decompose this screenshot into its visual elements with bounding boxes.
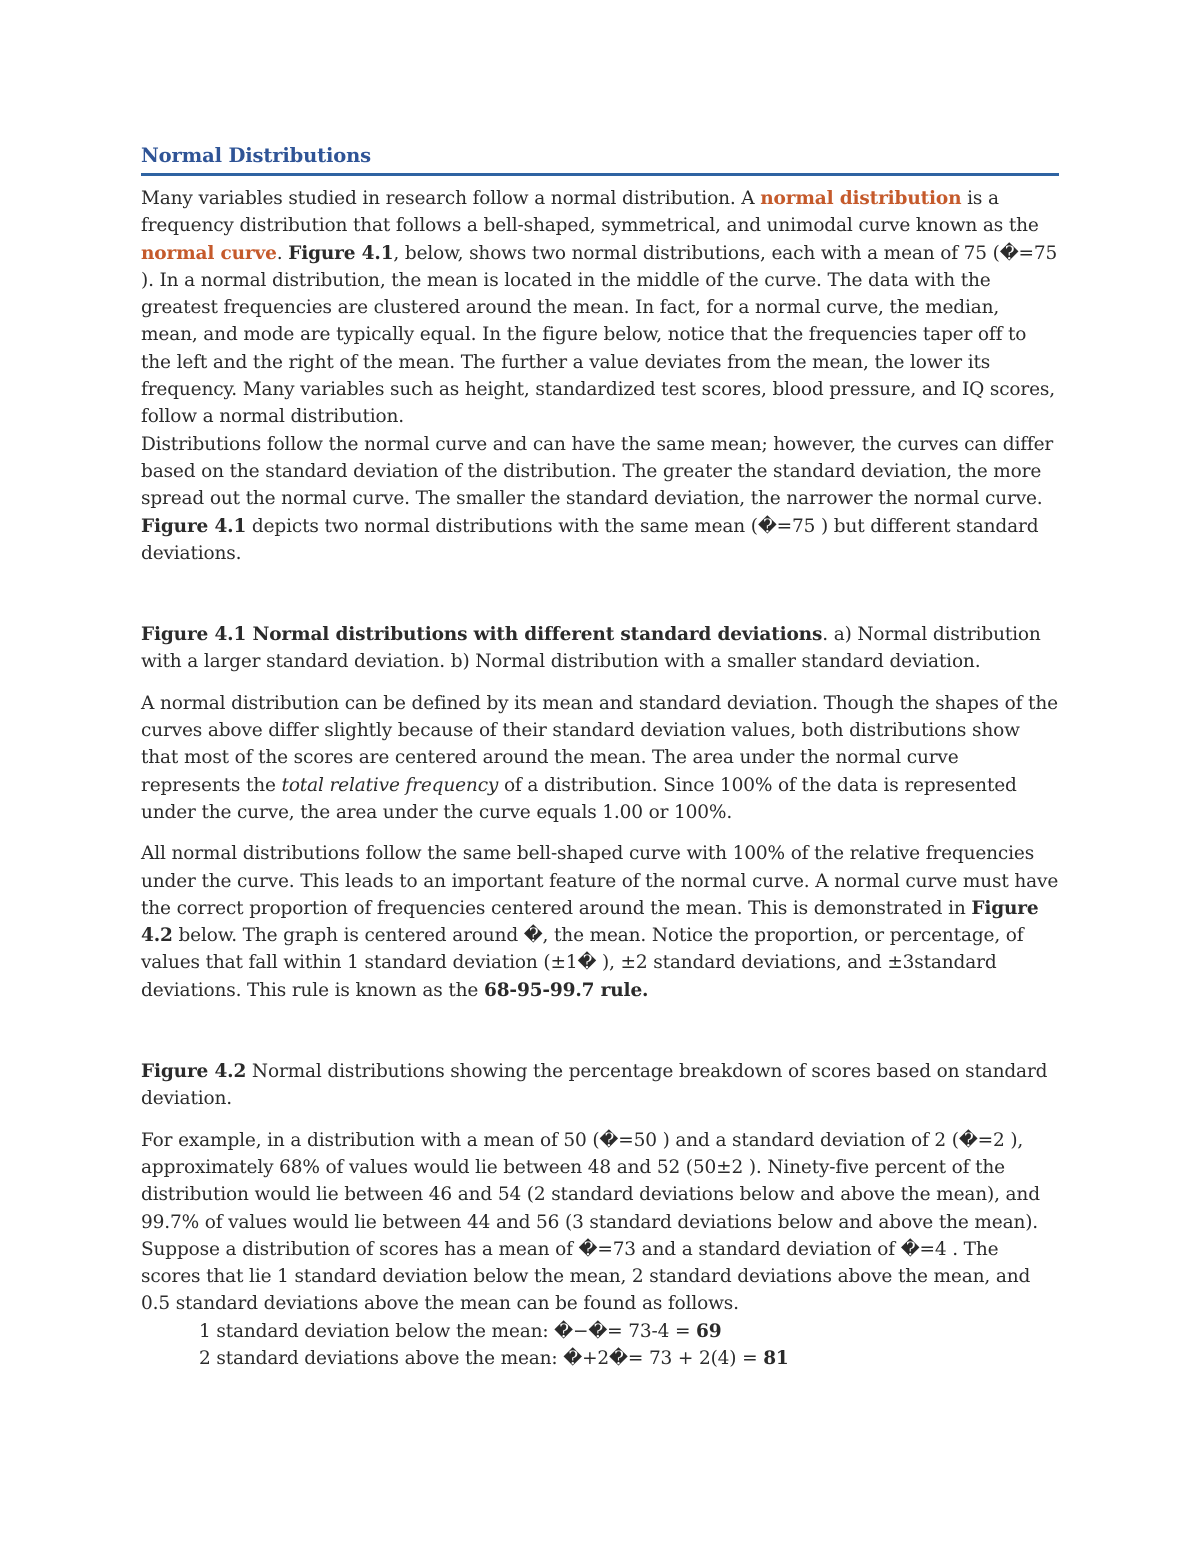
key-term-normal-curve: normal curve <box>141 242 277 264</box>
figure-4-2-caption <box>141 1058 1059 1113</box>
caption-title: Figure 4.1 Normal distributions with different standard deviations <box>141 624 823 646</box>
text-run: , below, shows two normal distributions, each with a mean of 75 (�=75 ). In a normal distribution, the mean is located in the middle of the curve. The data with the greatest frequencies are clustered around the mean. In fact, for a normal curve, the median, mean, and mode are typically equal. In the figure below, notice that the frequencies taper off to the left and the right of the mean. The further a value deviates from the mean, the lower its frequency. Many variables such as height, standardized test scores, blood pressure, and IQ scores, follow a normal distribution. <box>141 242 1058 428</box>
figure-placeholder-space <box>141 1004 1059 1058</box>
text-run: . <box>276 242 289 264</box>
equation-two-sd-above <box>141 1345 1059 1372</box>
text-run: is a frequency distribution that follows a bell-shaped, symmetrical, and unimodal curve known as the <box>141 188 1039 237</box>
document-page <box>141 142 1059 1372</box>
equation-text: 1 standard deviation below the mean: �−�= 73-4 = <box>199 1320 697 1342</box>
figure-reference: Figure 4.1 <box>288 242 394 264</box>
rule-name: 68-95-99.7 rule. <box>483 979 649 1001</box>
text-run: All normal distributions follow the same bell-shaped curve with 100% of the relative frequencies under the curve. This leads to an important feature of the normal curve. A normal curve must have the correct proportion of frequencies centered around the mean. This is demonstrated in <box>141 843 1059 919</box>
text-run: of a distribution. Since 100% of the data is represented under the curve, the area under the curve equals 1.00 or 100%. <box>141 774 1017 823</box>
figure-4-1-caption <box>141 621 1059 676</box>
caption-text: Normal distributions showing the percentage breakdown of scores based on standard deviation. <box>141 1061 1048 1110</box>
caption-title: Figure 4.2 <box>141 1061 247 1083</box>
paragraph-mean-and-sd <box>141 690 1059 826</box>
italic-term: total relative frequency <box>281 774 499 796</box>
figure-placeholder-space <box>141 567 1059 621</box>
paragraph-standard-deviation <box>141 431 1059 567</box>
spacer <box>141 1113 1059 1127</box>
section-heading: Normal Distributions <box>141 142 1059 176</box>
figure-reference: Figure 4.1 <box>141 515 247 537</box>
text-run: below. The graph is centered around �, the mean. Notice the proportion, or percentage, of values that fall within 1 standard deviation (±1� ), ±2 standard deviations, and ±3standard deviations. This rule is known as the <box>141 925 1024 1001</box>
text-run: depicts two normal distributions with the same mean (�=75 ) but different standard deviations. <box>141 515 1039 564</box>
spacer <box>141 826 1059 840</box>
text-run: Many variables studied in research follow a normal distribution. A <box>141 188 761 209</box>
equation-text: 2 standard deviations above the mean: �+2�= 73 + 2(4) = <box>199 1347 764 1369</box>
caption-text: . a) Normal distribution with a larger standard deviation. b) Normal distribution with a smaller standard deviation. <box>141 624 1041 673</box>
text-run: A normal distribution can be defined by its mean and standard deviation. Though the shapes of the curves above differ slightly because of their standard deviation values, both distributions show that most of the scores are centered around the mean. The area under the normal curve represents the <box>141 692 1058 796</box>
equation-one-sd-below <box>141 1318 1059 1345</box>
paragraph-empirical-rule <box>141 840 1059 1004</box>
paragraph-normal-distribution-intro <box>141 185 1059 431</box>
paragraph-example: For example, in a distribution with a mean of 50 (�=50 ) and a standard deviation of 2 (�=2 ), approximately 68% of values would lie between 48 and 52 (50±2 ). Ninety-five percent of the distribution would lie between 46 and 54 (2 standard deviations below and above the mean), and 99.7% of values would lie between 44 and 56 (3 standard deviations below and above the mean). Suppose a distribution of scores has a mean of �=73 and a standard deviation of �=4 . The scores that lie 1 standard deviation below the mean, 2 standard deviations above the mean, and 0.5 standard deviations above the mean can be found as follows. <box>141 1129 1040 1315</box>
equation-result: 69 <box>696 1320 722 1342</box>
text-run: Distributions follow the normal curve and can have the same mean; however, the curves can differ based on the standard deviation of the distribution. The greater the standard deviation, the more spread out the normal curve. The smaller the standard deviation, the narrower the normal curve. <box>141 433 1054 510</box>
key-term-normal-distribution: normal distribution <box>760 188 962 209</box>
spacer <box>141 676 1059 690</box>
equation-result: 81 <box>763 1347 789 1369</box>
figure-reference: Figure 4.2 <box>141 897 1039 947</box>
